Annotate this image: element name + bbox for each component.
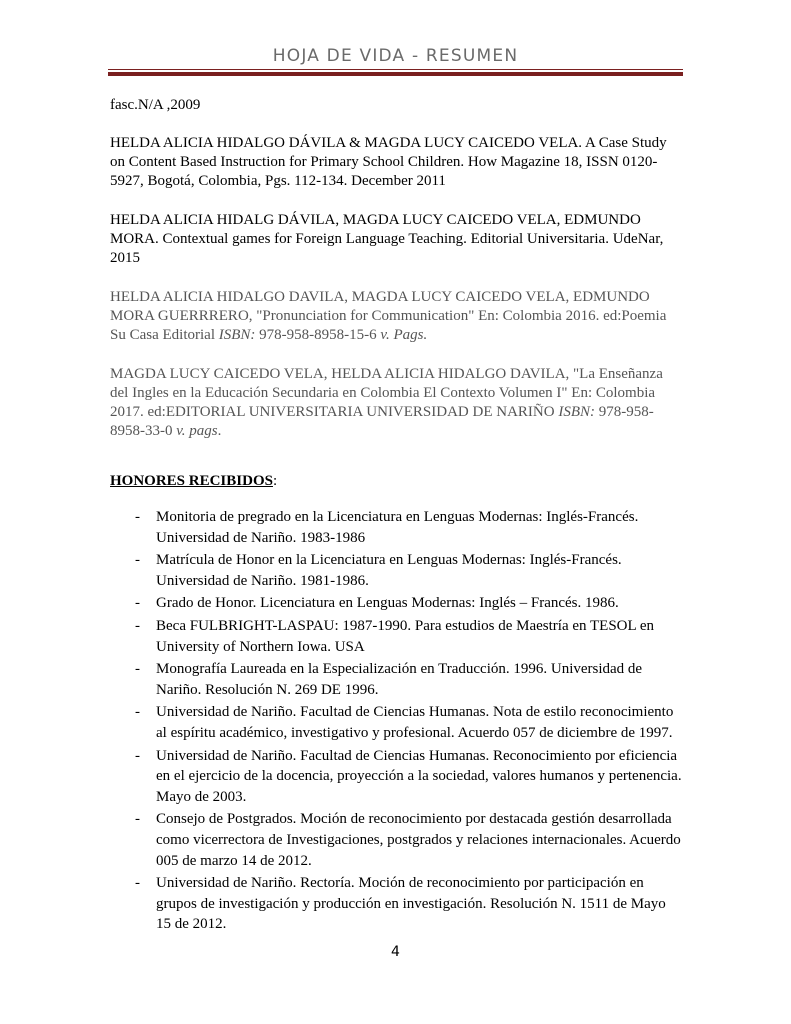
isbn-label: ISBN: — [218, 327, 256, 343]
list-item — [110, 593, 682, 614]
header-rule-thick — [108, 72, 683, 76]
honors-list — [110, 507, 682, 935]
publication-entry — [110, 365, 682, 441]
list-item-text: Consejo de Postgrados. Moción de reconocimiento por destacada gestión desarrollada como vicerrectora de Investigaciones, postgrados y relaciones internacionales. Acuerdo 005 de marzo 14 de 2012. — [156, 811, 681, 869]
bullet-dash: - — [135, 617, 140, 634]
isbn-label: ISBN: — [558, 404, 596, 420]
list-item-text: Universidad de Nariño. Facultad de Ciencias Humanas. Nota de estilo reconocimiento al espíritu académico, investigativo y profesional. Acuerdo 057 de diciembre de 1997. — [156, 704, 674, 741]
page-header-title: HOJA DE VIDA - RESUMEN — [272, 46, 519, 66]
page-number: 4 — [391, 944, 400, 960]
section-title-colon: : — [272, 473, 278, 489]
section-title-text: HONORES RECIBIDOS — [110, 473, 273, 489]
section-title-honores — [110, 472, 682, 491]
list-item-text: Monografía Laureada en la Especialización en Traducción. 1996. Universidad de Nariño. Resolución N. 269 DE 1996. — [156, 661, 643, 698]
header-rule-thin — [108, 69, 683, 70]
isbn-number: 978-958-8958-33-0 — [110, 404, 654, 439]
publication-entry — [110, 288, 682, 345]
pages-note: v. Pags. — [380, 327, 428, 343]
publication-text: HELDA ALICIA HIDALG DÁVILA, MAGDA LUCY CAICEDO VELA, EDMUNDO MORA. Contextual games for Foreign Language Teaching. Editorial Universitaria. UdeNar, 2015 — [110, 212, 664, 266]
list-item — [110, 616, 682, 657]
bullet-dash: - — [135, 747, 140, 764]
publication-text: HELDA ALICIA HIDALGO DAVILA, MAGDA LUCY CAICEDO VELA, EDMUNDO MORA GUERRRERO, "Pronunciation for Communication" En: Colombia 2016. ed:Poemia Su Casa Editorial — [110, 289, 667, 343]
publication-entry — [110, 96, 682, 115]
publication-text: fasc.N/A ,2009 — [110, 97, 201, 113]
list-item — [110, 550, 682, 591]
bullet-dash: - — [135, 811, 140, 828]
list-item-text: Grado de Honor. Licenciatura en Lenguas Modernas: Inglés – Francés. 1986. — [156, 595, 619, 612]
bullet-dash: - — [135, 875, 140, 892]
pages-note: v. pags — [176, 423, 218, 439]
list-item-text: Monitoria de pregrado en la Licenciatura en Lenguas Modernas: Inglés-Francés. Universidad de Nariño. 1983-1986 — [156, 509, 639, 546]
bullet-dash: - — [135, 595, 140, 612]
list-item-text: Universidad de Nariño. Facultad de Ciencias Humanas. Reconocimiento por eficiencia en el ejercicio de la docencia, proyección a la sociedad, valores humanos y pertenencia. Mayo de 2003. — [156, 747, 682, 805]
list-item-text: Universidad de Nariño. Rectoría. Moción de reconocimiento por participación en grupos de investigación y producción en investigación. Resolución N. 1511 de Mayo 15 de 2012. — [156, 875, 666, 933]
publication-entry — [110, 211, 682, 268]
list-item — [110, 809, 682, 871]
list-item — [110, 659, 682, 700]
period: . — [217, 423, 222, 439]
list-item — [110, 746, 682, 808]
list-item — [110, 702, 682, 743]
page-content — [110, 96, 682, 937]
bullet-dash: - — [135, 552, 140, 569]
bullet-dash: - — [135, 704, 140, 721]
isbn-number: 978-958-8958-15-6 — [255, 327, 381, 343]
publication-text: MAGDA LUCY CAICEDO VELA, HELDA ALICIA HIDALGO DAVILA, "La Enseñanza del Ingles en la Educación Secundaria en Colombia El Contexto Volumen I" En: Colombia 2017. ed:EDITORIAL UNIVERSITARIA UNIVERSIDAD DE NARIÑO — [110, 366, 663, 420]
list-item-text: Beca FULBRIGHT-LASPAU: 1987-1990. Para estudios de Maestría en TESOL en University of Northern Iowa. USA — [156, 617, 655, 655]
list-item — [110, 873, 682, 935]
bullet-dash: - — [135, 661, 140, 678]
list-item-text: Matrícula de Honor en la Licenciatura en Lenguas Modernas: Inglés-Francés. Universidad de Nariño. 1981-1986. — [156, 552, 622, 589]
publication-text: HELDA ALICIA HIDALGO DÁVILA & MAGDA LUCY CAICEDO VELA. A Case Study on Content Based Instruction for Primary School Children. How Magazine 18, ISSN 0120-5927, Bogotá, Colombia, Pgs. 112-134. December 2011 — [110, 135, 667, 189]
bullet-dash: - — [135, 509, 140, 525]
list-item — [110, 507, 682, 548]
publication-entry — [110, 134, 682, 191]
